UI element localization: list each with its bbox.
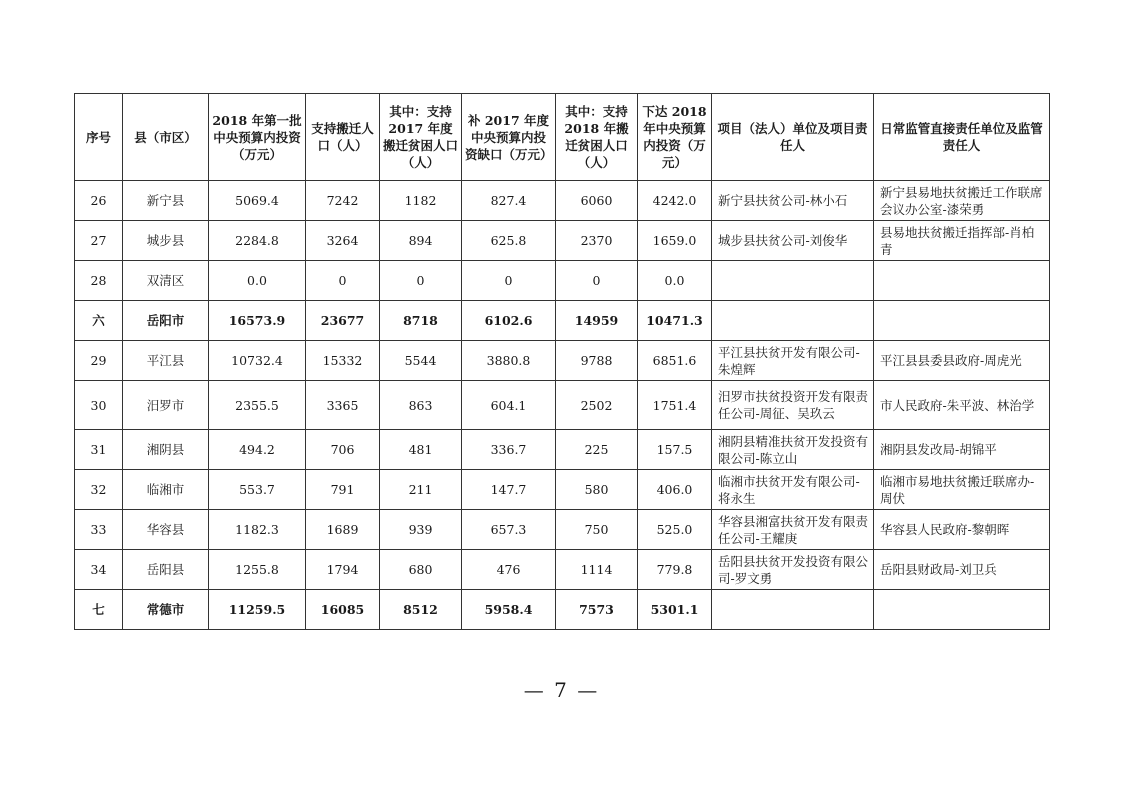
cell-issued-2018: 157.5 [638,430,712,470]
cell-supervisor: 华容县人民政府-黎朝晖 [874,510,1050,550]
cell-poor-2018: 2502 [556,381,638,430]
row-idx: 32 [75,470,123,510]
cell-issued-2018: 525.0 [638,510,712,550]
row-county: 岳阳市 [123,301,209,341]
header-poor-2018: 其中：支持 2018 年搬迁贫困人口（人） [556,94,638,181]
cell-supervisor [874,301,1050,341]
header-row [75,94,1050,181]
cell-pop: 7242 [306,181,380,221]
row-county: 岳阳县 [123,550,209,590]
cell-poor-2018: 225 [556,430,638,470]
cell-unit: 新宁县扶贫公司-林小石 [712,181,874,221]
row-county: 临湘市 [123,470,209,510]
cell-poor-2017: 863 [380,381,462,430]
cell-issued-2018: 10471.3 [638,301,712,341]
cell-budget: 5069.4 [209,181,306,221]
cell-poor-2017: 0 [380,261,462,301]
cell-poor-2017: 939 [380,510,462,550]
table-row-subtotal [75,301,1050,341]
cell-gap-2017: 604.1 [462,381,556,430]
cell-supervisor [874,590,1050,630]
row-idx: 七 [75,590,123,630]
cell-pop: 23677 [306,301,380,341]
table-row [75,510,1050,550]
header-gap-2017: 补 2017 年度中央预算内投资缺口（万元） [462,94,556,181]
row-idx: 34 [75,550,123,590]
cell-poor-2017: 894 [380,221,462,261]
row-idx: 29 [75,341,123,381]
row-idx: 28 [75,261,123,301]
cell-poor-2018: 580 [556,470,638,510]
cell-issued-2018: 406.0 [638,470,712,510]
cell-gap-2017: 625.8 [462,221,556,261]
table-row [75,341,1050,381]
cell-budget: 16573.9 [209,301,306,341]
cell-gap-2017: 5958.4 [462,590,556,630]
row-county: 新宁县 [123,181,209,221]
cell-gap-2017: 336.7 [462,430,556,470]
cell-budget: 11259.5 [209,590,306,630]
cell-unit [712,301,874,341]
cell-unit [712,590,874,630]
table-row [75,221,1050,261]
row-county: 华容县 [123,510,209,550]
cell-poor-2018: 750 [556,510,638,550]
table-row [75,470,1050,510]
cell-gap-2017: 476 [462,550,556,590]
table-row [75,430,1050,470]
cell-issued-2018: 5301.1 [638,590,712,630]
header-pop-relocated: 支持搬迁人口（人） [306,94,380,181]
cell-supervisor: 湘阴县发改局-胡锦平 [874,430,1050,470]
cell-gap-2017: 657.3 [462,510,556,550]
cell-issued-2018: 1659.0 [638,221,712,261]
header-poor-2017: 其中：支持 2017 年度搬迁贫困人口（人） [380,94,462,181]
cell-unit: 临湘市扶贫开发有限公司-将永生 [712,470,874,510]
cell-budget: 2284.8 [209,221,306,261]
cell-gap-2017: 3880.8 [462,341,556,381]
row-idx: 27 [75,221,123,261]
row-county: 常德市 [123,590,209,630]
cell-budget: 2355.5 [209,381,306,430]
cell-poor-2017: 211 [380,470,462,510]
header-budget-2018-first: 2018 年第一批中央预算内投资（万元） [209,94,306,181]
cell-budget: 1255.8 [209,550,306,590]
cell-unit: 平江县扶贫开发有限公司-朱煌辉 [712,341,874,381]
cell-pop: 0 [306,261,380,301]
cell-issued-2018: 4242.0 [638,181,712,221]
cell-budget: 1182.3 [209,510,306,550]
cell-pop: 706 [306,430,380,470]
row-county: 城步县 [123,221,209,261]
cell-budget: 0.0 [209,261,306,301]
cell-poor-2017: 8718 [380,301,462,341]
cell-supervisor: 县易地扶贫搬迁指挥部-肖柏青 [874,221,1050,261]
cell-poor-2018: 9788 [556,341,638,381]
cell-gap-2017: 827.4 [462,181,556,221]
cell-supervisor: 临湘市易地扶贫搬迁联席办-周伏 [874,470,1050,510]
cell-budget: 494.2 [209,430,306,470]
cell-issued-2018: 0.0 [638,261,712,301]
cell-pop: 3264 [306,221,380,261]
cell-poor-2017: 5544 [380,341,462,381]
row-idx: 六 [75,301,123,341]
table-row [75,261,1050,301]
row-county: 平江县 [123,341,209,381]
page-number: — 7 — [523,678,600,702]
row-county: 双清区 [123,261,209,301]
table-row-subtotal [75,590,1050,630]
cell-poor-2018: 14959 [556,301,638,341]
row-idx: 30 [75,381,123,430]
cell-supervisor [874,261,1050,301]
row-county: 湘阴县 [123,430,209,470]
cell-poor-2017: 1182 [380,181,462,221]
header-unit: 项目（法人）单位及项目责任人 [712,94,874,181]
cell-gap-2017: 147.7 [462,470,556,510]
row-county: 汨罗市 [123,381,209,430]
cell-issued-2018: 779.8 [638,550,712,590]
cell-gap-2017: 6102.6 [462,301,556,341]
header-supervisor: 日常监管直接责任单位及监管责任人 [874,94,1050,181]
cell-poor-2018: 7573 [556,590,638,630]
cell-supervisor: 新宁县易地扶贫搬迁工作联席会议办公室-漆荣勇 [874,181,1050,221]
cell-poor-2018: 2370 [556,221,638,261]
cell-pop: 791 [306,470,380,510]
cell-poor-2017: 680 [380,550,462,590]
table-row [75,550,1050,590]
cell-poor-2018: 6060 [556,181,638,221]
cell-unit: 汨罗市扶贫投资开发有限责任公司-周征、吴玖云 [712,381,874,430]
cell-supervisor: 市人民政府-朱平波、林治学 [874,381,1050,430]
row-idx: 26 [75,181,123,221]
cell-budget: 553.7 [209,470,306,510]
investment-table [74,93,1050,630]
cell-pop: 15332 [306,341,380,381]
cell-unit: 城步县扶贫公司-刘俊华 [712,221,874,261]
table-row [75,181,1050,221]
cell-issued-2018: 6851.6 [638,341,712,381]
cell-unit [712,261,874,301]
cell-pop: 1689 [306,510,380,550]
table-row [75,381,1050,430]
cell-poor-2017: 8512 [380,590,462,630]
cell-unit: 岳阳县扶贫开发投资有限公司-罗文勇 [712,550,874,590]
header-county: 县（市区） [123,94,209,181]
cell-supervisor: 岳阳县财政局-刘卫兵 [874,550,1050,590]
cell-poor-2017: 481 [380,430,462,470]
cell-issued-2018: 1751.4 [638,381,712,430]
cell-pop: 1794 [306,550,380,590]
cell-pop: 3365 [306,381,380,430]
cell-poor-2018: 0 [556,261,638,301]
cell-budget: 10732.4 [209,341,306,381]
header-issued-2018: 下达 2018 年中央预算内投资（万元） [638,94,712,181]
row-idx: 33 [75,510,123,550]
cell-supervisor: 平江县县委县政府-周虎光 [874,341,1050,381]
row-idx: 31 [75,430,123,470]
cell-gap-2017: 0 [462,261,556,301]
cell-unit: 华容县湘富扶贫开发有限责任公司-王耀庚 [712,510,874,550]
cell-pop: 16085 [306,590,380,630]
cell-poor-2018: 1114 [556,550,638,590]
cell-unit: 湘阴县精准扶贫开发投资有限公司-陈立山 [712,430,874,470]
header-idx: 序号 [75,94,123,181]
